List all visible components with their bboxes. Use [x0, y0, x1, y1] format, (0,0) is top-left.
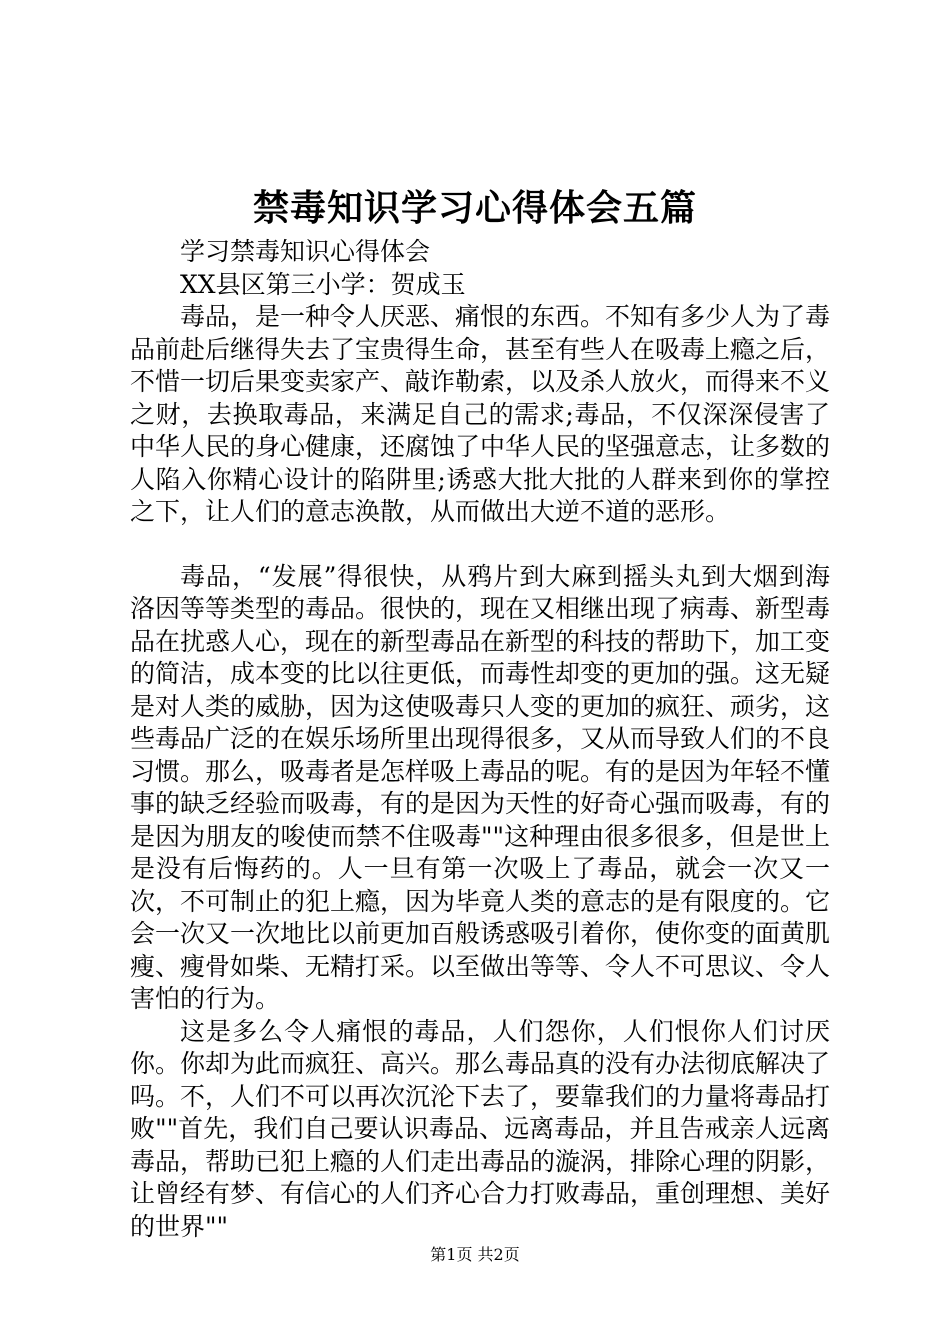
document-body [130, 236, 830, 1243]
author-line: XX县区第三小学：贺成玉 [180, 269, 466, 299]
document-title: 禁毒知识学习心得体会五篇 [252, 187, 697, 229]
body-paragraph: 这是多么令人痛恨的毒品，人们怨你，人们恨你人们讨厌你。你却为此而疯狂、高兴。那么毒品真的没有办法彻底解决了吗。不，人们不可以再次沉沦下去了，要靠我们的力量将毒品打败""首先，我们自己要认识毒品、远离毒品，并且告戒亲人远离毒品，帮助已犯上瘾的人们走出毒品的漩涡，排除心理的阴影，让曾经有梦、有信心的人们齐心合力打败毒品，重创理想、美好的世界"" [130, 1016, 831, 1241]
page-number-footer: 第1页 共2页 [430, 1245, 520, 1264]
subtitle-paragraph: 学习禁毒知识心得体会 [180, 237, 431, 266]
body-paragraph: 毒品，是一种令人厌恶、痛恨的东西。不知有多少人为了毒品前赴后继得失去了宝贵得生命，甚至有些人在吸毒上瘾之后，不惜一切后果变卖家产、敲诈勒索，以及杀人放火，而得来不义之财，去换取毒品，来满足自己的需求;毒品，不仅深深侵害了中华人民的身心健康，还腐蚀了中华人民的坚强意志，让多数的人陷入你精心设计的陷阱里;诱惑大批大批的人群来到你的掌控之下，让人们的意志涣散，从而做出大逆不道的恶形。 [130, 302, 831, 526]
body-paragraph: 毒品，“发展”得很快，从鸦片到大麻到摇头丸到大烟到海洛因等等类型的毒品。很快的，现在又相继出现了病毒、新型毒品在扰惑人心，现在的新型毒品在新型的科技的帮助下，加工变的简洁，成本变的比以往更低，而毒性却变的更加的强。这无疑是对人类的威胁，因为这使吸毒只人变的更加的疯狂、顽劣，这些毒品广泛的在娱乐场所里出现得很多，又从而导致人们的不良习惯。那么，吸毒者是怎样吸上毒品的呢。有的是因为年轻不懂事的缺乏经验而吸毒，有的是因为天性的好奇心强而吸毒，有的是因为朋友的唆使而禁不住吸毒""这种理由很多很多，但是世上是没有后悔药的。人一旦有第一次吸上了毒品，就会一次又一次，不可制止的犯上瘾，因为毕竟人类的意志的是有限度的。它会一次又一次地比以前更加百般诱惑吸引着你，使你变的面黄肌瘦、瘦骨如柴、无精打采。以至做出等等、令人不可思议、令人害怕的行为。 [130, 561, 831, 1013]
